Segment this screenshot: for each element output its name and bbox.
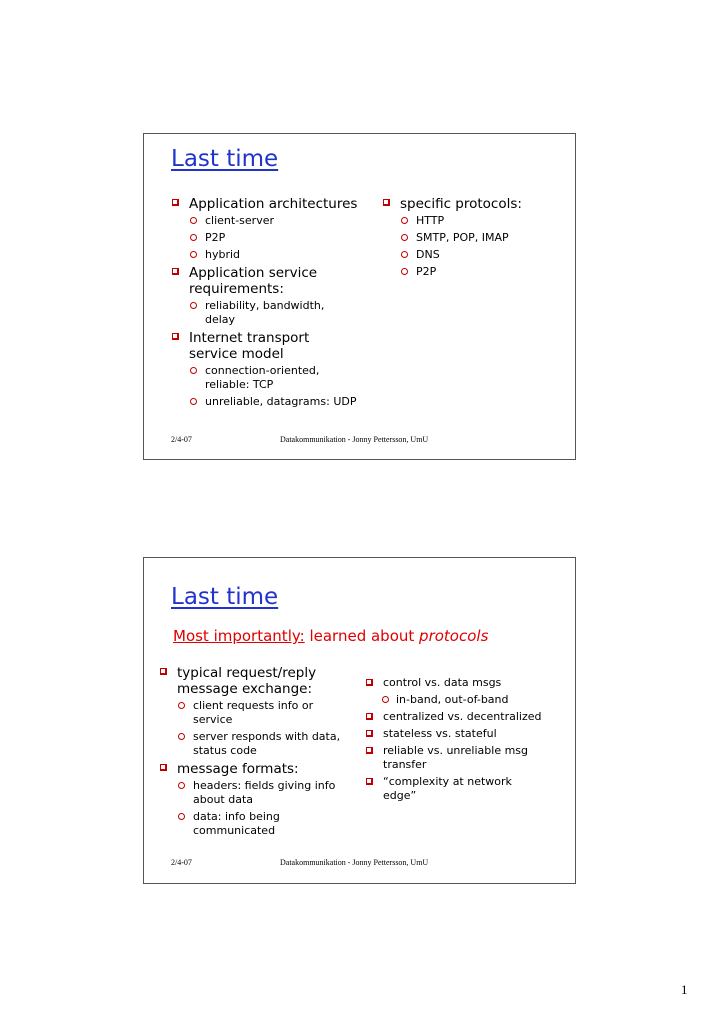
sub-bullet: P2P	[383, 265, 568, 279]
bullet-centralized: centralized vs. decentralized	[366, 710, 566, 724]
slide-1-title: Last time	[171, 146, 279, 172]
sub-bullet: hybrid	[172, 248, 377, 262]
sub-bullet: reliability, bandwidth, delay	[172, 299, 355, 327]
page-number: 1	[681, 982, 688, 997]
bullet-app-service-requirements: Application service requirements:	[172, 265, 329, 297]
subtitle-emphasis: Most importantly:	[173, 627, 305, 645]
bullet-request-reply: typical request/reply message exchange:	[160, 665, 327, 697]
subtitle-italic: protocols	[419, 627, 489, 645]
bullet-reliable: reliable vs. unreliable msg transfer	[366, 744, 548, 772]
sub-bullet: client requests info or service	[160, 699, 348, 727]
slide-1-footer-date: 2/4-07	[171, 435, 192, 444]
slide-1-left-column	[172, 196, 377, 412]
bullet-transport-service-model: Internet transport service model	[172, 330, 339, 362]
slide-2-footer-text: Datakommunikation - Jonny Pettersson, UmU	[280, 858, 429, 867]
slide-2-right-column	[366, 676, 566, 806]
sub-bullet: client-server	[172, 214, 377, 228]
slide-2-left-column	[160, 665, 340, 841]
slide-2	[143, 557, 576, 884]
bullet-stateless: stateless vs. stateful	[366, 727, 566, 741]
sub-bullet: server responds with data, status code	[160, 730, 348, 758]
slide-2-footer-date: 2/4-07	[171, 858, 192, 867]
bullet-app-architectures: Application architectures	[172, 196, 377, 212]
sub-bullet: data: info being communicated	[160, 810, 348, 838]
bullet-specific-protocols: specific protocols:	[383, 196, 568, 212]
slide-1-right-column	[383, 196, 568, 282]
sub-bullet: DNS	[383, 248, 568, 262]
slide-1-footer-text: Datakommunikation - Jonny Pettersson, UmU	[280, 435, 429, 444]
sub-bullet: unreliable, datagrams: UDP	[172, 395, 395, 409]
sub-bullet: SMTP, POP, IMAP	[383, 231, 568, 245]
bullet-message-formats: message formats:	[160, 761, 340, 777]
sub-bullet: headers: fields giving info about data	[160, 779, 348, 807]
slide-2-title: Last time	[171, 584, 279, 610]
sub-bullet: connection-oriented, reliable: TCP	[172, 364, 355, 392]
slide-2-subtitle	[173, 627, 488, 645]
sub-bullet: in-band, out-of-band	[366, 693, 566, 707]
sub-bullet: P2P	[172, 231, 377, 245]
subtitle-text: learned about	[304, 627, 420, 645]
bullet-control-vs-data: control vs. data msgs	[366, 676, 566, 690]
sub-bullet: HTTP	[383, 214, 568, 228]
slide-1	[143, 133, 576, 460]
bullet-complexity: “complexity at network edge”	[366, 775, 538, 803]
